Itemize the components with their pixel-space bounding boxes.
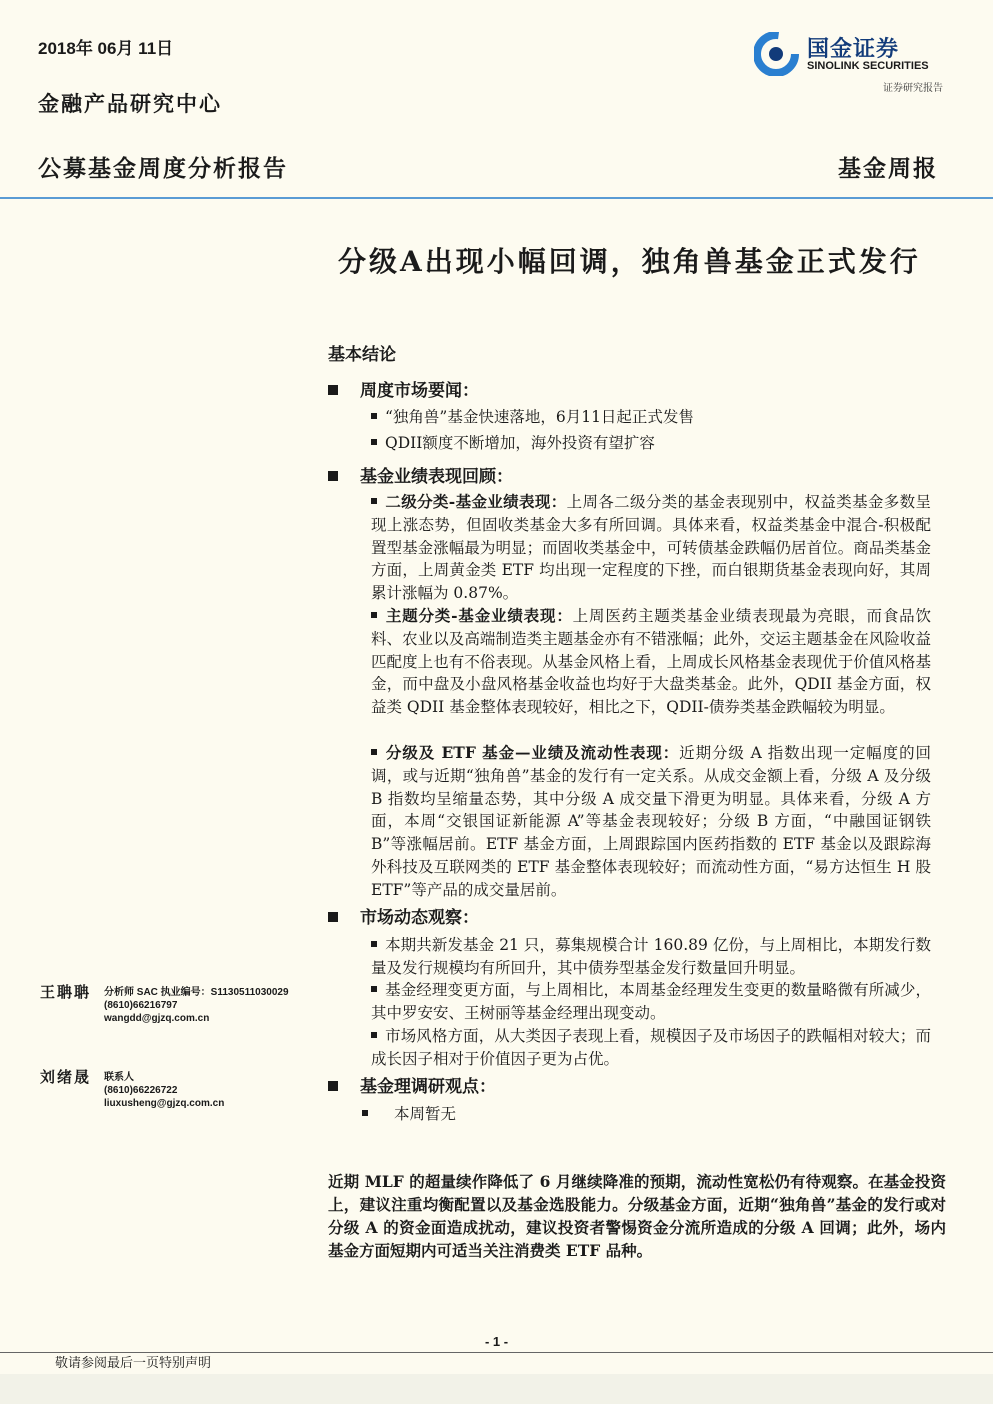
paragraph-graded-etf: 分级及 ETF 基金—业绩及流动性表现：近期分级 A 指数出现一定幅度的回调，或与近期“独角兽”基金的发行有一定关系。从成交金额上看，分级 A 及分级 B 指数均呈缩量态势，其中分级 A 成交量下滑更为明显。具体来看，分级 A 方面，本周“交银国证新能源 A”等基金表现较好；分级 B 方面，“中融国证钢铁 B”等涨幅居前。ETF 基金方面，上周跟踪国内医药指数的 ETF 基金以及跟踪海外科技及互联网类的 ETF 基金整体表现较好；而流动性方面，“易方达恒生 H 股 ETF”等产品的成交量居前。 — [371, 743, 931, 899]
logo-english: SINOLINK SECURITIES — [807, 60, 929, 72]
contact-phone: (8610)66226722 — [104, 1085, 178, 1096]
square-bullet-icon — [328, 912, 338, 922]
analyst-role: 分析师 SAC 执业编号：S1130511030029 — [104, 987, 289, 998]
bullet-icon — [371, 413, 377, 419]
section-research-views: 基金理调研观点： — [328, 1072, 496, 1097]
footer-band — [0, 1374, 993, 1404]
contact-block — [40, 1066, 91, 1087]
list-item: 基金经理变更方面，与上周相比，本周基金经理发生变更的数量略微有所减少，其中罗安安、王树丽等基金经理出现变动。 — [371, 981, 931, 1022]
report-date: 2018年 06月 11日 — [38, 39, 174, 58]
paragraph-secondary-class: 二级分类-基金业绩表现：上周各二级分类的基金表现别中，权益类基金多数呈现上涨态势，但固收类基金大多有所回调。具体来看，权益类基金中混合-积极配置型基金涨幅最为明显；而固收类基金中，可转债基金跌幅仍居首位。商品类基金方面，上周黄金类 ETF 均出现一定程度的下挫，而白银期货基金表现向好，其周累计涨幅为 0.87%。 — [371, 492, 931, 603]
section-market-dynamics: 市场动态观察： — [328, 903, 479, 928]
page-number: - 1 - — [484, 1334, 509, 1349]
square-bullet-icon — [328, 385, 338, 395]
bullet-icon — [371, 498, 377, 504]
square-bullet-icon — [328, 1081, 338, 1091]
bullet-icon — [371, 1032, 377, 1038]
list-item: 市场风格方面，从大类因子表现上看，规模因子及市场因子的跌幅相对较大；而成长因子相对于价值因子更为占优。 — [371, 1027, 931, 1068]
report-series-title: 公募基金周度分析报告 — [38, 155, 288, 182]
section-market-news: 周度市场要闻： — [328, 376, 479, 401]
contact-name: 刘绪晟 — [40, 1068, 92, 1086]
list-item: 本周暂无 — [362, 1103, 456, 1126]
bullet-icon — [371, 749, 377, 755]
analyst-details — [104, 986, 289, 1025]
contact-role: 联系人 — [104, 1072, 134, 1083]
analyst-email[interactable]: wangdd@gjzq.com.cn — [104, 1013, 210, 1024]
header-divider — [0, 197, 993, 199]
report-headline: 分级A出现小幅回调，独角兽基金正式发行 — [338, 245, 921, 278]
list-item: “独角兽”基金快速落地，6月11日起正式发售 — [371, 406, 694, 429]
logo-chinese: 国金证券 — [807, 36, 900, 61]
list-item: 本期共新发基金 21 只，募集规模合计 160.89 亿份，与上周相比，本期发行数量及发行规模均有所回升，其中债券型基金发行数量回升明显。 — [371, 936, 931, 977]
bullet-icon — [371, 439, 377, 445]
section-performance: 基金业绩表现回顾： — [328, 462, 513, 487]
disclaimer-text: 敬请参阅最后一页特别声明 — [55, 1356, 212, 1371]
report-type: 基金周报 — [838, 155, 938, 182]
contact-details — [104, 1071, 224, 1110]
department-name: 金融产品研究中心 — [38, 91, 222, 116]
analyst-block — [40, 981, 91, 1002]
contact-email[interactable]: liuxusheng@gjzq.com.cn — [104, 1098, 225, 1109]
sinolink-logo-icon — [754, 32, 802, 76]
bullet-icon — [371, 612, 377, 618]
paragraph-theme-class: 主题分类-基金业绩表现：上周医药主题类基金业绩表现最为亮眼，而食品饮料、农业以及高端制造类主题基金亦有不错涨幅；此外，交运主题基金在风险收益匹配度上也有不俗表现。从基金风格上看，上周成长风格基金表现优于价值风格基金，而中盘及小盘风格基金收益也均好于大盘类基金。此外，QDII 基金方面，权益类 QDII 基金整体表现较好，相比之下，QDII-债券类基金跌幅较为明显。 — [371, 606, 931, 717]
bullet-icon — [362, 1110, 368, 1116]
analyst-name: 王聃聃 — [40, 983, 92, 1001]
bullet-icon — [371, 941, 377, 947]
bullet-icon — [371, 986, 377, 992]
list-item: QDII额度不断增加，海外投资有望扩容 — [371, 432, 655, 455]
section-heading: 基本结论 — [328, 345, 396, 365]
conclusion-paragraph: 近期 MLF 的超量续作降低了 6 月继续降准的预期，流动性宽松仍有待观察。在基金投资上，建议注重均衡配置以及基金选股能力。分级基金方面，近期“独角兽”基金的发行或对分级 A 的资金面造成扰动，建议投资者警惕资金分流所造成的分级 A 回调；此外，场内基金方面短期内可适当关注消费类 ETF 品种。 — [328, 1172, 946, 1260]
analyst-phone: (8610)66216797 — [104, 1000, 178, 1011]
square-bullet-icon — [328, 471, 338, 481]
report-tagline: 证券研究报告 — [883, 83, 943, 94]
